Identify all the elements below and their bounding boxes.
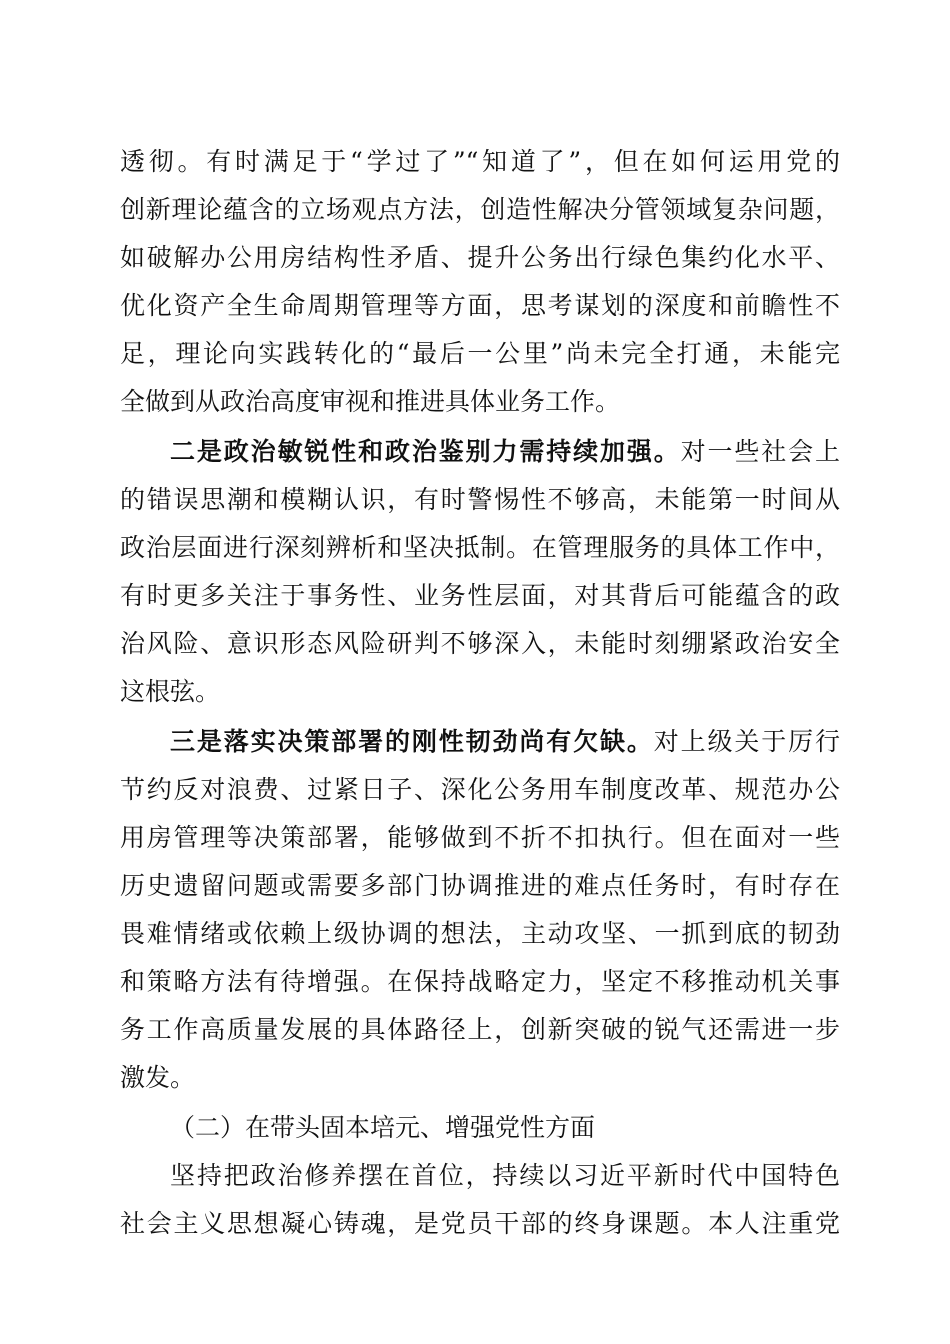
paragraph-2-line-4: 有时更多关注于事务性、业务性层面，对其背后可能蕴含的政: [120, 581, 840, 610]
paragraph-3-first-line-rest: 对上级关于厉行: [653, 727, 840, 756]
paragraph-2-line-5: 治风险、意识形态风险研判不够深入，未能时刻绷紧政治安全: [120, 629, 840, 658]
paragraph-4-line-1: 坚持把政治修养摆在首位，持续以习近平新时代中国特色: [170, 1161, 840, 1190]
paragraph-1-line-6: 全做到从政治高度审视和推进具体业务工作。: [120, 387, 621, 416]
paragraph-3-line-4: 历史遗留问题或需要多部门协调推进的难点任务时，有时存在: [120, 871, 840, 900]
paragraph-2-first-line: [170, 432, 840, 472]
paragraph-1-line-5: 足，理论向实践转化的“最后一公里”尚未完全打通，未能完: [120, 339, 840, 368]
paragraph-2-line-2: 的错误思潮和模糊认识，有时警惕性不够高，未能第一时间从: [120, 485, 840, 514]
paragraph-3-line-5: 畏难情绪或依赖上级协调的想法，主动攻坚、一抓到底的韧劲: [120, 919, 840, 948]
paragraph-3-first-line: [170, 722, 840, 762]
paragraph-2-line-3: 政治层面进行深刻辨析和坚决抵制。在管理服务的具体工作中，: [120, 533, 840, 562]
paragraph-1-line-2: 创新理论蕴含的立场观点方法，创造性解决分管领域复杂问题，: [120, 195, 840, 224]
paragraph-4-line-2: 社会主义思想凝心铸魂，是党员干部的终身课题。本人注重党: [120, 1209, 840, 1238]
paragraph-2-bold-lead: 二是政治敏锐性和政治鉴别力需持续加强。: [170, 437, 681, 466]
paragraph-1-line-1: 透彻。有时满足于“学过了”“知道了”，但在如何运用党的: [120, 147, 840, 176]
paragraph-2-first-line-rest: 对一些社会上: [680, 437, 840, 466]
paragraph-3-line-8: 激发。: [120, 1063, 196, 1092]
paragraph-1-line-3: 如破解办公用房结构性矛盾、提升公务出行绿色集约化水平、: [120, 243, 840, 272]
paragraph-2-line-6: 这根弦。: [120, 677, 221, 706]
paragraph-3-line-6: 和策略方法有待增强。在保持战略定力，坚定不移推动机关事: [120, 967, 840, 996]
paragraph-3-line-2: 节约反对浪费、过紧日子、深化公务用车制度改革、规范办公: [120, 775, 840, 804]
paragraph-3-line-3: 用房管理等决策部署，能够做到不折不扣执行。但在面对一些: [120, 823, 840, 852]
paragraph-1-line-4: 优化资产全生命周期管理等方面，思考谋划的深度和前瞻性不: [120, 291, 840, 320]
paragraph-3-bold-lead: 三是落实决策部署的刚性韧劲尚有欠缺。: [170, 727, 654, 756]
section-heading: （二）在带头固本培元、增强党性方面: [170, 1113, 596, 1142]
paragraph-3-line-7: 务工作高质量发展的具体路径上，创新突破的锐气还需进一步: [120, 1015, 840, 1044]
